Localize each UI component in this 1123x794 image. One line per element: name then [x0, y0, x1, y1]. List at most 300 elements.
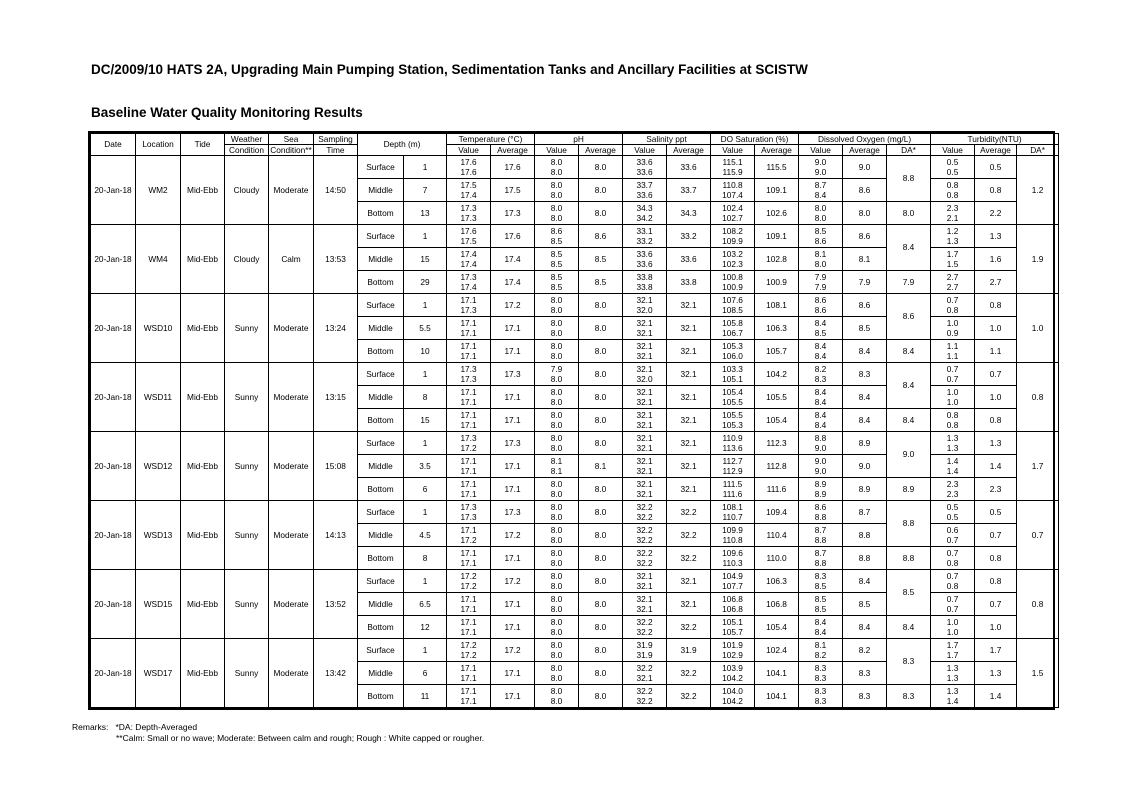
cell-salinity-value-reading: 32.1 [636, 603, 653, 614]
cell-dosat-value-reading: 105.3 [722, 419, 743, 430]
header-temperature: Temperature (°C) [447, 134, 535, 145]
cell-ph-value-reading: 8.0 [550, 617, 563, 628]
cell-tide: Mid-Ebb [181, 639, 225, 708]
cell-layer: Bottom [358, 202, 404, 225]
cell-do-value-reading: 8.9 [814, 479, 827, 490]
cell-layer: Bottom [358, 685, 404, 708]
cell-ph-value-reading: 8.0 [550, 548, 563, 559]
cell-tide: Mid-Ebb [181, 432, 225, 501]
cell-weather: Sunny [225, 639, 269, 708]
cell-do-value-reading: 8.4 [814, 387, 827, 398]
cell-temp-value-reading: 17.1 [460, 387, 477, 398]
cell-ph-value [535, 547, 579, 570]
cell-depth: 1 [404, 156, 447, 179]
cell-location: WSD11 [136, 363, 181, 432]
cell-turbidity-value-reading: 2.7 [946, 281, 959, 292]
cell-ph-value-reading: 8.5 [550, 281, 563, 292]
cell-salinity-value-reading: 32.2 [636, 534, 653, 545]
cell-location: WSD15 [136, 570, 181, 639]
cell-dosat-value-reading: 100.9 [722, 281, 743, 292]
cell-salinity-average: 32.1 [667, 386, 711, 409]
cell-turbidity-average: 1.6 [975, 248, 1017, 271]
cell-depth: 29 [404, 271, 447, 294]
cell-do-value-reading: 8.6 [814, 235, 827, 246]
cell-ph-value-reading: 8.0 [550, 212, 563, 223]
cell-temp-value-reading: 17.4 [460, 281, 477, 292]
cell-do-average: 8.9 [843, 432, 887, 455]
cell-turbidity-value [931, 248, 975, 271]
cell-do-value [799, 501, 843, 524]
cell-location: WM4 [136, 225, 181, 294]
cell-do-value [799, 225, 843, 248]
cell-layer: Bottom [358, 616, 404, 639]
cell-dosat-value-reading: 103.3 [722, 364, 743, 375]
cell-dosat-average: 100.9 [755, 271, 799, 294]
cell-ph-average: 8.0 [579, 662, 623, 685]
cell-temp-value-reading: 17.2 [460, 580, 477, 591]
cell-temp-value-reading: 17.1 [460, 341, 477, 352]
cell-dosat-value-reading: 102.9 [722, 649, 743, 660]
cell-turbidity-value [931, 294, 975, 317]
cell-layer: Surface [358, 501, 404, 524]
cell-salinity-value-reading: 32.1 [636, 456, 653, 467]
cell-salinity-value-reading: 32.2 [636, 502, 653, 513]
cell-salinity-value-reading: 32.2 [636, 686, 653, 697]
cell-salinity-value-reading: 32.1 [636, 580, 653, 591]
table-row [91, 432, 1059, 455]
cell-salinity-value [623, 179, 667, 202]
cell-temp-value [447, 524, 491, 547]
cell-dosat-value-reading: 102.3 [722, 258, 743, 269]
table-body [91, 156, 1059, 708]
cell-dosat-value-reading: 104.2 [722, 672, 743, 683]
cell-temp-average: 17.1 [491, 547, 535, 570]
cell-temp-value-reading: 17.1 [460, 350, 477, 361]
cell-turbidity-da: 0.8 [1017, 363, 1059, 432]
cell-ph-value [535, 639, 579, 662]
cell-temp-value-reading: 17.4 [460, 189, 477, 200]
cell-turbidity-value [931, 501, 975, 524]
cell-turbidity-value [931, 271, 975, 294]
cell-dosat-average: 109.4 [755, 501, 799, 524]
cell-ph-average: 8.0 [579, 294, 623, 317]
header-weather-1: Weather [225, 134, 269, 145]
cell-turbidity-value [931, 685, 975, 708]
cell-dosat-value-reading: 111.6 [722, 488, 743, 499]
cell-temp-value-reading: 17.1 [460, 396, 477, 407]
cell-dosat-value-reading: 110.8 [722, 534, 743, 545]
cell-temp-value-reading: 17.3 [460, 433, 477, 444]
cell-salinity-value-reading: 32.1 [636, 364, 653, 375]
cell-do-average: 8.4 [843, 570, 887, 593]
cell-temp-average: 17.2 [491, 639, 535, 662]
cell-turbidity-value-reading: 0.5 [946, 502, 959, 513]
cell-ph-value-reading: 8.0 [550, 672, 563, 683]
cell-do-da: 8.5 [887, 570, 931, 616]
cell-temp-value [447, 455, 491, 478]
cell-salinity-average: 32.1 [667, 340, 711, 363]
cell-dosat-average: 102.4 [755, 639, 799, 662]
cell-layer: Middle [358, 662, 404, 685]
cell-do-average: 8.3 [843, 685, 887, 708]
cell-date: 20-Jan-18 [91, 156, 136, 225]
cell-turbidity-value-reading: 1.0 [946, 626, 959, 637]
cell-ph-value-reading: 8.0 [550, 295, 563, 306]
cell-salinity-average: 33.6 [667, 248, 711, 271]
cell-dosat-value-reading: 107.4 [722, 189, 743, 200]
cell-dosat-value-reading: 105.7 [722, 626, 743, 637]
cell-temp-average: 17.1 [491, 317, 535, 340]
remarks [72, 722, 484, 744]
cell-do-average: 8.4 [843, 616, 887, 639]
cell-ph-value-reading: 8.0 [550, 166, 563, 177]
cell-do-average: 8.3 [843, 662, 887, 685]
cell-depth: 1 [404, 639, 447, 662]
cell-weather: Sunny [225, 294, 269, 363]
cell-turbidity-value [931, 616, 975, 639]
cell-ph-average: 8.0 [579, 570, 623, 593]
cell-salinity-value [623, 478, 667, 501]
cell-layer: Surface [358, 294, 404, 317]
cell-dosat-value [711, 593, 755, 616]
cell-salinity-value [623, 501, 667, 524]
cell-temp-value [447, 386, 491, 409]
cell-ph-value-reading: 8.0 [550, 433, 563, 444]
cell-weather: Sunny [225, 363, 269, 432]
cell-dosat-average: 106.8 [755, 593, 799, 616]
cell-do-value [799, 662, 843, 685]
cell-dosat-value [711, 432, 755, 455]
cell-temp-value-reading: 17.1 [460, 327, 477, 338]
cell-temp-average: 17.3 [491, 363, 535, 386]
cell-temp-average: 17.4 [491, 248, 535, 271]
document-title: DC/2009/10 HATS 2A, Upgrading Main Pumping Station, Sedimentation Tanks and Ancillary Facilities at SCISTW [91, 62, 808, 77]
cell-turbidity-average: 1.3 [975, 662, 1017, 685]
cell-ph-value [535, 685, 579, 708]
cell-temp-value-reading: 17.1 [460, 479, 477, 490]
cell-ph-value-reading: 8.0 [550, 419, 563, 430]
cell-depth: 7 [404, 179, 447, 202]
cell-turbidity-da: 0.7 [1017, 501, 1059, 570]
cell-ph-value-reading: 8.0 [550, 594, 563, 605]
cell-sea-condition: Moderate [269, 570, 314, 639]
cell-ph-value [535, 432, 579, 455]
cell-ph-average: 8.0 [579, 524, 623, 547]
cell-ph-value [535, 363, 579, 386]
header-ph: pH [535, 134, 623, 145]
cell-temp-value-reading: 17.1 [460, 318, 477, 329]
subheader-value: Value [931, 145, 975, 156]
cell-do-value-reading: 8.5 [814, 226, 827, 237]
cell-sea-condition: Moderate [269, 501, 314, 570]
cell-salinity-average: 32.1 [667, 294, 711, 317]
cell-ph-value-reading: 8.0 [550, 695, 563, 706]
cell-do-value-reading: 8.6 [814, 295, 827, 306]
cell-ph-value-reading: 8.0 [550, 488, 563, 499]
cell-turbidity-value [931, 478, 975, 501]
cell-ph-value-reading: 8.5 [550, 272, 563, 283]
cell-do-average: 8.2 [843, 639, 887, 662]
cell-ph-value-reading: 8.0 [550, 534, 563, 545]
cell-salinity-value-reading: 31.9 [636, 649, 653, 660]
cell-ph-average: 8.0 [579, 409, 623, 432]
cell-dosat-average: 104.2 [755, 363, 799, 386]
cell-sea-condition: Moderate [269, 363, 314, 432]
cell-salinity-average: 32.1 [667, 432, 711, 455]
cell-turbidity-average: 1.1 [975, 340, 1017, 363]
cell-salinity-value-reading: 32.1 [636, 295, 653, 306]
cell-layer: Surface [358, 363, 404, 386]
cell-temp-average: 17.3 [491, 432, 535, 455]
cell-do-value-reading: 8.4 [814, 189, 827, 200]
cell-do-value-reading: 8.5 [814, 594, 827, 605]
cell-salinity-value [623, 432, 667, 455]
cell-turbidity-da: 1.2 [1017, 156, 1059, 225]
cell-salinity-value [623, 294, 667, 317]
cell-layer: Middle [358, 248, 404, 271]
cell-turbidity-average: 0.8 [975, 179, 1017, 202]
cell-turbidity-value-reading: 1.3 [946, 672, 959, 683]
cell-temp-average: 17.1 [491, 386, 535, 409]
cell-salinity-value-reading: 33.6 [636, 189, 653, 200]
cell-tide: Mid-Ebb [181, 363, 225, 432]
cell-temp-value [447, 547, 491, 570]
cell-temp-value-reading: 17.1 [460, 557, 477, 568]
cell-salinity-value-reading: 32.1 [636, 594, 653, 605]
cell-temp-value-reading: 17.1 [460, 548, 477, 559]
cell-sampling-time: 15:08 [314, 432, 358, 501]
cell-ph-value-reading: 8.1 [550, 456, 563, 467]
cell-tide: Mid-Ebb [181, 294, 225, 363]
cell-location: WM2 [136, 156, 181, 225]
header-depth: Depth (m) [358, 134, 447, 156]
cell-salinity-value-reading: 32.2 [636, 557, 653, 568]
cell-salinity-value [623, 547, 667, 570]
cell-dosat-value-reading: 103.2 [722, 249, 743, 260]
cell-do-value-reading: 9.0 [814, 442, 827, 453]
remarks-line-2: **Calm: Small or no wave; Moderate: Between calm and rough; Rough : White capped or rougher. [116, 733, 485, 743]
cell-dosat-value-reading: 105.4 [722, 387, 743, 398]
cell-ph-value-reading: 8.0 [550, 373, 563, 384]
cell-layer: Bottom [358, 271, 404, 294]
cell-turbidity-value-reading: 1.0 [946, 396, 959, 407]
cell-ph-value [535, 455, 579, 478]
cell-turbidity-value-reading: 1.1 [946, 341, 959, 352]
cell-sampling-time: 13:42 [314, 639, 358, 708]
cell-turbidity-value [931, 202, 975, 225]
cell-do-average: 8.9 [843, 478, 887, 501]
cell-salinity-value-reading: 33.6 [636, 258, 653, 269]
cell-salinity-average: 32.2 [667, 501, 711, 524]
cell-turbidity-value-reading: 0.7 [946, 603, 959, 614]
cell-salinity-average: 32.2 [667, 616, 711, 639]
cell-dosat-value-reading: 109.6 [722, 548, 743, 559]
cell-ph-average: 8.0 [579, 639, 623, 662]
cell-ph-average: 8.0 [579, 501, 623, 524]
cell-ph-value-reading: 8.0 [550, 626, 563, 637]
cell-ph-average: 8.0 [579, 478, 623, 501]
cell-dosat-average: 104.1 [755, 685, 799, 708]
cell-salinity-value-reading: 34.2 [636, 212, 653, 223]
cell-temp-value-reading: 17.1 [460, 525, 477, 536]
cell-dosat-value-reading: 111.5 [722, 479, 743, 490]
cell-depth: 13 [404, 202, 447, 225]
cell-ph-average: 8.0 [579, 593, 623, 616]
cell-salinity-value-reading: 32.1 [636, 479, 653, 490]
cell-turbidity-value-reading: 1.3 [946, 686, 959, 697]
cell-salinity-value-reading: 32.1 [636, 341, 653, 352]
cell-turbidity-average: 1.4 [975, 685, 1017, 708]
cell-do-da: 8.4 [887, 363, 931, 409]
cell-layer: Bottom [358, 547, 404, 570]
cell-dosat-average: 106.3 [755, 570, 799, 593]
cell-salinity-value-reading: 32.2 [636, 511, 653, 522]
cell-tide: Mid-Ebb [181, 225, 225, 294]
cell-ph-value-reading: 8.0 [550, 396, 563, 407]
cell-dosat-average: 102.6 [755, 202, 799, 225]
cell-salinity-value-reading: 32.2 [636, 695, 653, 706]
cell-temp-value-reading: 17.4 [460, 249, 477, 260]
cell-ph-value-reading: 8.0 [550, 525, 563, 536]
cell-turbidity-value [931, 340, 975, 363]
cell-salinity-value-reading: 33.6 [636, 166, 653, 177]
cell-salinity-value [623, 570, 667, 593]
cell-turbidity-average: 0.7 [975, 524, 1017, 547]
cell-temp-value-reading: 17.6 [460, 157, 477, 168]
cell-dosat-value [711, 248, 755, 271]
cell-turbidity-value-reading: 1.3 [946, 235, 959, 246]
cell-salinity-average: 33.2 [667, 225, 711, 248]
subheader-average: Average [491, 145, 535, 156]
cell-ph-value [535, 501, 579, 524]
cell-turbidity-value-reading: 0.7 [946, 295, 959, 306]
cell-do-da: 8.0 [887, 202, 931, 225]
cell-salinity-value [623, 409, 667, 432]
cell-temp-value-reading: 17.3 [460, 304, 477, 315]
cell-dosat-value [711, 386, 755, 409]
cell-turbidity-value-reading: 1.7 [946, 649, 959, 660]
cell-dosat-value [711, 685, 755, 708]
cell-dosat-value-reading: 115.9 [722, 166, 743, 177]
cell-turbidity-value-reading: 0.7 [946, 373, 959, 384]
cell-depth: 6 [404, 478, 447, 501]
cell-salinity-value-reading: 32.1 [636, 350, 653, 361]
cell-turbidity-value-reading: 1.5 [946, 258, 959, 269]
water-quality-table [90, 133, 1059, 708]
cell-salinity-value-reading: 32.1 [636, 396, 653, 407]
cell-salinity-average: 32.2 [667, 662, 711, 685]
cell-ph-value [535, 202, 579, 225]
cell-depth: 6 [404, 662, 447, 685]
cell-temp-value [447, 639, 491, 662]
cell-salinity-average: 33.8 [667, 271, 711, 294]
header-do-saturation: DO Saturation (%) [711, 134, 799, 145]
cell-layer: Surface [358, 432, 404, 455]
cell-salinity-value-reading: 33.2 [636, 235, 653, 246]
table-row [91, 363, 1059, 386]
cell-depth: 8 [404, 547, 447, 570]
header-weather-2: Condition [225, 145, 269, 156]
cell-do-value-reading: 8.6 [814, 304, 827, 315]
cell-temp-value-reading: 17.1 [460, 465, 477, 476]
cell-dosat-average: 115.5 [755, 156, 799, 179]
cell-do-average: 9.0 [843, 455, 887, 478]
cell-do-value-reading: 8.3 [814, 686, 827, 697]
cell-ph-value-reading: 8.0 [550, 442, 563, 453]
cell-ph-value-reading: 8.0 [550, 341, 563, 352]
cell-do-value [799, 248, 843, 271]
cell-turbidity-value-reading: 1.4 [946, 465, 959, 476]
cell-depth: 1 [404, 294, 447, 317]
cell-do-da: 8.4 [887, 340, 931, 363]
cell-do-da: 8.6 [887, 294, 931, 340]
cell-ph-value-reading: 8.5 [550, 258, 563, 269]
cell-do-average: 8.4 [843, 386, 887, 409]
cell-temp-value [447, 432, 491, 455]
cell-turbidity-value-reading: 0.8 [946, 419, 959, 430]
cell-salinity-average: 32.2 [667, 524, 711, 547]
table-header [91, 134, 1059, 156]
subheader-value: Value [711, 145, 755, 156]
cell-dosat-value-reading: 105.5 [722, 410, 743, 421]
cell-layer: Surface [358, 156, 404, 179]
cell-date: 20-Jan-18 [91, 570, 136, 639]
subheader-average: Average [579, 145, 623, 156]
cell-ph-average: 8.0 [579, 432, 623, 455]
cell-temp-average: 17.1 [491, 478, 535, 501]
cell-do-da: 8.3 [887, 685, 931, 708]
cell-turbidity-average: 0.5 [975, 156, 1017, 179]
cell-ph-average: 8.1 [579, 455, 623, 478]
cell-dosat-value-reading: 107.7 [722, 580, 743, 591]
header-salinity: Salinity ppt [623, 134, 711, 145]
cell-do-value-reading: 7.9 [814, 272, 827, 283]
cell-salinity-value-reading: 33.6 [636, 249, 653, 260]
cell-ph-value-reading: 8.0 [550, 511, 563, 522]
cell-do-value-reading: 8.5 [814, 603, 827, 614]
cell-temp-average: 17.3 [491, 202, 535, 225]
cell-do-value-reading: 8.0 [814, 203, 827, 214]
cell-dosat-value-reading: 112.9 [722, 465, 743, 476]
cell-dosat-value [711, 409, 755, 432]
cell-turbidity-value-reading: 0.7 [946, 364, 959, 375]
cell-turbidity-value-reading: 1.4 [946, 695, 959, 706]
cell-salinity-value-reading: 31.9 [636, 640, 653, 651]
cell-turbidity-da: 1.0 [1017, 294, 1059, 363]
header-sea-1: Sea [269, 134, 314, 145]
cell-dosat-value-reading: 104.2 [722, 695, 743, 706]
cell-do-value [799, 432, 843, 455]
cell-temp-value-reading: 17.6 [460, 166, 477, 177]
cell-salinity-value-reading: 32.2 [636, 626, 653, 637]
cell-dosat-value [711, 271, 755, 294]
cell-turbidity-value-reading: 1.0 [946, 387, 959, 398]
cell-do-da: 8.9 [887, 478, 931, 501]
cell-do-average: 8.5 [843, 593, 887, 616]
cell-salinity-value-reading: 33.8 [636, 281, 653, 292]
subheader-average: Average [755, 145, 799, 156]
cell-date: 20-Jan-18 [91, 501, 136, 570]
header-tide: Tide [181, 134, 225, 156]
table-row [91, 225, 1059, 248]
cell-sampling-time: 14:13 [314, 501, 358, 570]
cell-salinity-value-reading: 32.0 [636, 304, 653, 315]
cell-temp-average: 17.2 [491, 294, 535, 317]
cell-sea-condition: Moderate [269, 294, 314, 363]
cell-do-value [799, 639, 843, 662]
cell-do-value [799, 524, 843, 547]
cell-temp-value [447, 202, 491, 225]
